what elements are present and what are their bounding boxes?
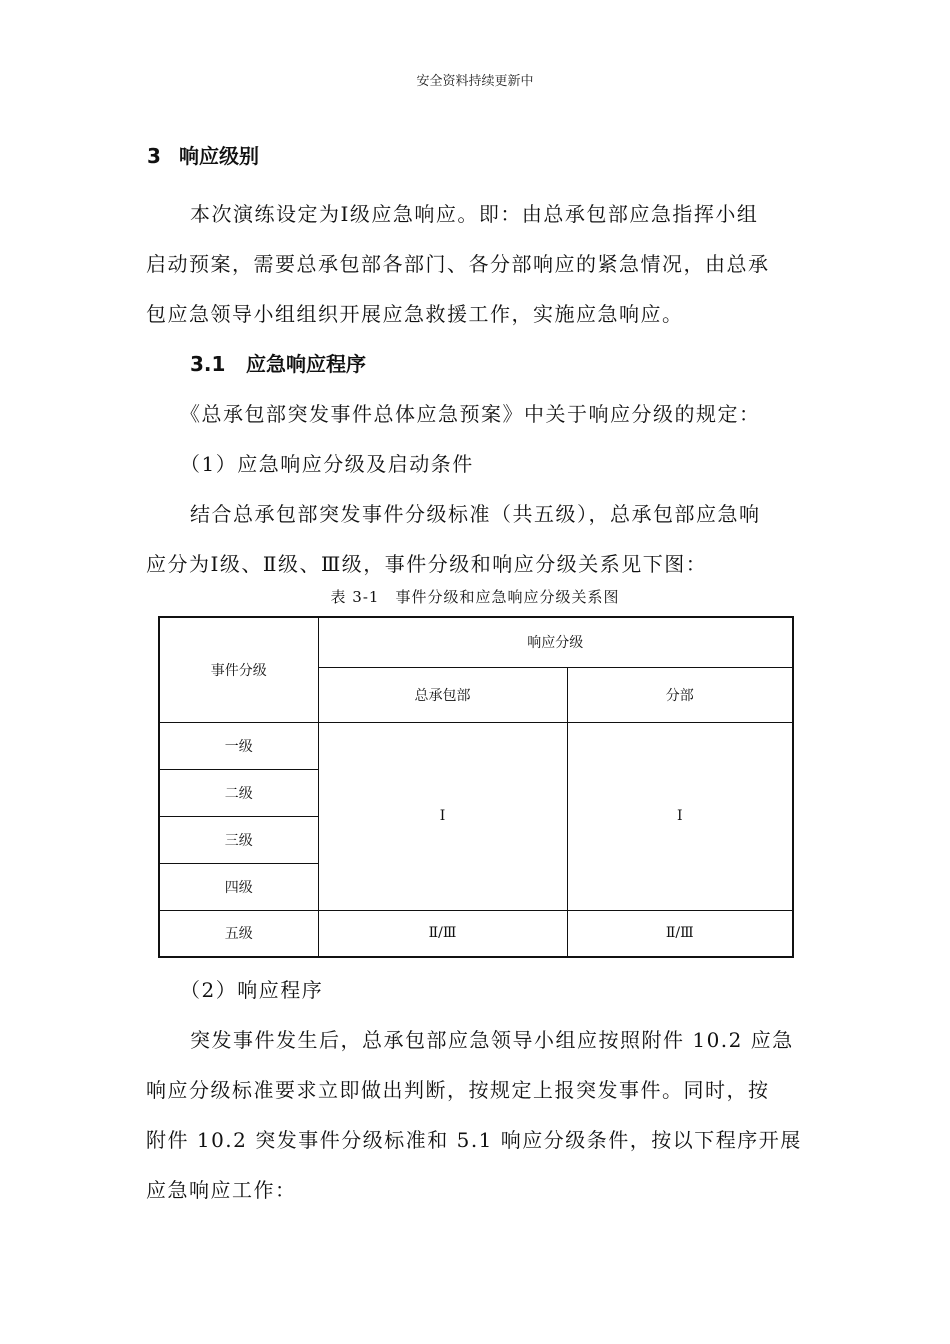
header-response-level: 响应分级 [318,617,793,667]
body-paragraph-2-line-2: 应分为Ⅰ级、Ⅱ级、Ⅲ级，事件分级和响应分级关系见下图： [146,552,708,576]
event-level-cell: 五级 [159,910,318,957]
subsection-number: 3.1 [190,352,226,376]
page-header: 安全资料持续更新中 [416,74,534,89]
procedure-line-3: 附件 10.2 突发事件分级标准和 5.1 响应分级条件，按以下程序开展 [146,1128,802,1152]
response-level-table [158,616,794,958]
procedure-line-4: 应急响应工作： [146,1178,297,1202]
procedure-line-1: 突发事件发生后，总承包部应急领导小组应按照附件 10.2 应急 [190,1028,794,1052]
event-level-cell: 四级 [159,863,318,910]
response-branch-cell: Ⅰ [567,722,793,910]
section-title: 响应级别 [179,144,259,168]
event-level-cell: 一级 [159,722,318,769]
header-hq: 总承包部 [318,667,567,722]
table-caption: 表 3-1 事件分级和应急响应分级关系图 [330,588,620,606]
intro-line-3: 包应急领导小组组织开展应急救援工作，实施应急响应。 [146,302,684,326]
procedure-line-2: 响应分级标准要求立即做出判断，按规定上报突发事件。同时，按 [146,1078,770,1102]
subsection-heading [190,348,366,377]
response-hq-cell: Ⅰ [318,722,567,910]
list-item-1: （1）应急响应分级及启动条件 [180,452,474,476]
table-row [159,722,793,769]
header-event-level: 事件分级 [159,617,318,722]
subsection-title: 应急响应程序 [246,352,366,376]
intro-line-1: 本次演练设定为Ⅰ级应急响应。即：由总承包部应急指挥小组 [190,202,759,226]
list-item-2: （2）响应程序 [180,978,324,1002]
response-branch-cell: Ⅱ/Ⅲ [567,910,793,957]
response-hq-cell: Ⅱ/Ⅲ [318,910,567,957]
header-branch: 分部 [567,667,793,722]
section-number: 3 [147,144,161,168]
table-header-row [159,617,793,667]
table-row [159,910,793,957]
event-level-cell: 三级 [159,816,318,863]
event-level-cell: 二级 [159,769,318,816]
intro-line-2: 启动预案，需要总承包部各部门、各分部响应的紧急情况，由总承 [146,252,770,276]
section-heading [147,140,259,169]
body-paragraph-2-line-1: 结合总承包部突发事件分级标准（共五级），总承包部应急响 [190,502,761,526]
body-paragraph-1: 《总承包部突发事件总体应急预案》中关于响应分级的规定： [180,402,761,426]
